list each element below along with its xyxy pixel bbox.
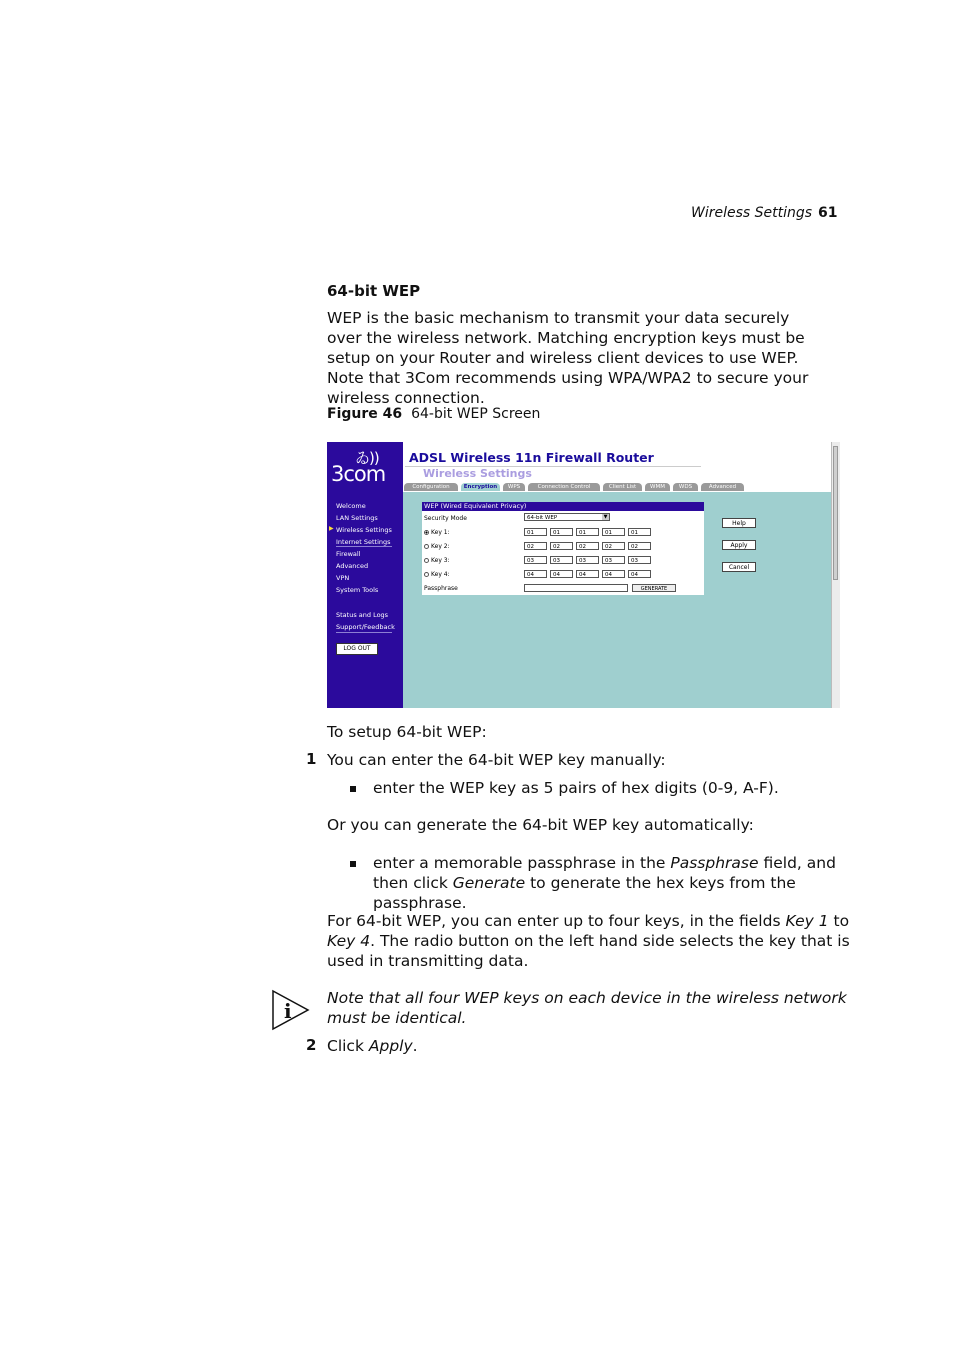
emphasis: Apply [368, 1037, 413, 1055]
current-page-arrow-icon: ▶ [329, 525, 334, 532]
security-mode-value: 64-bit WEP [527, 515, 558, 521]
sidebar-item[interactable]: VPN [336, 574, 350, 582]
bullet-text: enter the WEP key as 5 pairs of hex digits (0-9, A-F). [373, 779, 779, 797]
keys-paragraph [327, 911, 852, 971]
key-hex-input[interactable]: 03 [602, 556, 625, 564]
logout-button[interactable]: LOG OUT [336, 643, 378, 655]
sidebar-item[interactable]: Internet Settings [336, 538, 391, 546]
figure-caption [327, 406, 540, 422]
key-hex-input[interactable]: 03 [628, 556, 651, 564]
key-label: Key 2: [431, 543, 450, 550]
key-hex-input[interactable]: 04 [524, 570, 547, 578]
passphrase-input[interactable] [524, 584, 628, 592]
tab-bar [404, 483, 744, 491]
key-hex-input[interactable]: 02 [602, 542, 625, 550]
key-radio[interactable] [424, 544, 429, 549]
nav-divider [336, 546, 392, 547]
bullet-icon [350, 861, 356, 867]
sidebar-item[interactable]: Support/Feedback [336, 623, 395, 631]
apply-button[interactable]: Apply [722, 540, 756, 550]
key-label: Key 3: [431, 557, 450, 564]
sidebar-item[interactable]: Status and Logs [336, 611, 389, 619]
key-hex-input[interactable]: 02 [628, 542, 651, 550]
text-run: . The radio button on the left hand side selects the key that is used in transmitting data. [327, 932, 850, 970]
key-hex-input[interactable]: 01 [550, 528, 573, 536]
key-radio[interactable] [424, 572, 429, 577]
scrollbar-thumb[interactable] [833, 446, 838, 580]
sidebar-item[interactable]: Welcome [336, 502, 366, 510]
key-hex-input[interactable]: 02 [550, 542, 573, 550]
tab[interactable]: WDS [673, 483, 698, 491]
tab[interactable]: Configuration [404, 483, 458, 491]
wep-panel [422, 502, 704, 595]
sidebar-item[interactable]: Advanced [336, 562, 369, 570]
key-row-label [424, 571, 450, 578]
router-screenshot [327, 442, 840, 708]
info-note-icon [271, 989, 311, 1031]
step-number: 1 [306, 750, 317, 768]
key-row-label [424, 529, 450, 536]
page-title: Wireless Settings [423, 467, 532, 480]
step-text: You can enter the 64-bit WEP key manually: [327, 751, 666, 769]
section-title: 64-bit WEP [327, 282, 421, 300]
nav-divider [336, 632, 392, 633]
security-mode-label: Security Mode [424, 515, 467, 522]
key-hex-input[interactable]: 03 [576, 556, 599, 564]
panel-title: WEP (Wired Equivalent Privacy) [422, 502, 704, 511]
tab[interactable]: Client List [603, 483, 642, 491]
text-run: Click [327, 1037, 369, 1055]
passphrase-label: Passphrase [424, 585, 458, 592]
key-hex-input[interactable]: 01 [524, 528, 547, 536]
emphasis: Key 1 [785, 912, 829, 930]
or-text: Or you can generate the 64-bit WEP key automatically: [327, 816, 754, 834]
figure-caption-text: 64-bit WEP Screen [411, 406, 541, 422]
key-row-label [424, 543, 450, 550]
key-hex-input[interactable]: 02 [524, 542, 547, 550]
cancel-button[interactable]: Cancel [722, 562, 756, 572]
key-hex-input[interactable]: 01 [628, 528, 651, 536]
bullet-text [373, 853, 843, 913]
sidebar-item[interactable]: Firewall [336, 550, 361, 558]
sidebar-item[interactable]: System Tools [336, 586, 379, 594]
key-label: Key 1: [431, 529, 450, 536]
text-run: enter a memorable passphrase in the [373, 854, 671, 872]
key-radio[interactable] [424, 558, 429, 563]
key-hex-input[interactable]: 03 [524, 556, 547, 564]
figure-label: Figure 46 [327, 406, 403, 422]
step-text [327, 1036, 827, 1056]
tab[interactable]: Encryption [461, 483, 500, 491]
tab[interactable]: WMM [645, 483, 670, 491]
generate-button[interactable]: GENERATE [632, 584, 676, 592]
key-hex-input[interactable]: 01 [576, 528, 599, 536]
tab[interactable]: WPS [503, 483, 525, 491]
key-hex-input[interactable]: 02 [576, 542, 599, 550]
intro-paragraph: WEP is the basic mechanism to transmit your data securely over the wireless network. Matching encryption keys must be setup on your Router and wireless client devices to use WEP. Note that 3Com recommends using WPA/WPA2 to secure your wireless connection. [327, 309, 809, 407]
key-row-label [424, 557, 450, 564]
emphasis: Passphrase [670, 854, 759, 872]
setup-intro: To setup 64-bit WEP: [327, 723, 487, 741]
scrollbar[interactable] [831, 442, 840, 708]
emphasis: Generate [452, 874, 526, 892]
security-mode-select[interactable] [524, 513, 610, 521]
note-text: Note that all four WEP keys on each device in the wireless network must be identical. [327, 989, 847, 1027]
info-icon-letter: i [284, 999, 292, 1023]
product-title: ADSL Wireless 11n Firewall Router [409, 450, 654, 465]
key-hex-input[interactable]: 01 [602, 528, 625, 536]
sidebar-item[interactable]: LAN Settings [336, 514, 378, 522]
bullet-icon [350, 786, 356, 792]
key-hex-input[interactable]: 04 [602, 570, 625, 578]
page-number: 61 [818, 205, 838, 221]
key-hex-input[interactable]: 04 [550, 570, 573, 578]
key-hex-input[interactable]: 04 [628, 570, 651, 578]
key-radio[interactable] [424, 530, 429, 535]
chevron-down-icon: ▼ [603, 514, 608, 520]
step-number: 2 [306, 1036, 317, 1054]
text-run: For 64-bit WEP, you can enter up to four keys, in the fields [327, 912, 786, 930]
text-run: field, and then click [373, 854, 836, 892]
tab[interactable]: Connection Control [528, 483, 600, 491]
key-hex-input[interactable]: 03 [550, 556, 573, 564]
key-hex-input[interactable]: 04 [576, 570, 599, 578]
text-run: to [828, 912, 850, 930]
tab[interactable]: Advanced [701, 483, 744, 491]
sidebar-item[interactable]: Wireless Settings [336, 526, 392, 534]
emphasis: Key 4 [327, 932, 371, 950]
brand-logo: 3com [331, 462, 386, 486]
text-run: . [412, 1037, 418, 1055]
wireless-logo-icon: ゐ)) [355, 449, 379, 467]
running-header-section: Wireless Settings [691, 205, 813, 221]
text-run: to generate the hex keys from the passphrase. [373, 874, 796, 912]
key-label: Key 4: [431, 571, 450, 578]
help-button[interactable]: Help [722, 518, 756, 528]
